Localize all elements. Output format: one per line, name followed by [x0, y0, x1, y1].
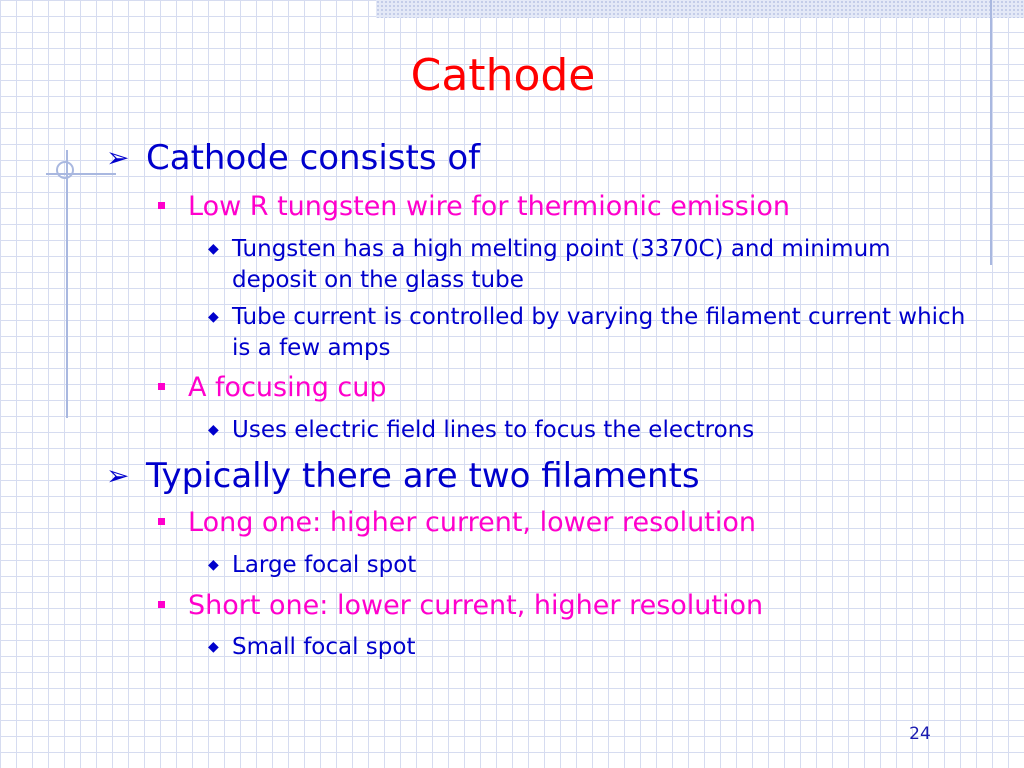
square-bullet-icon	[158, 383, 165, 390]
bullet-text: Large focal spot	[232, 552, 417, 578]
diamond-bullet-icon: ◆	[208, 422, 219, 438]
top-decorative-band	[376, 0, 1024, 18]
diamond-bullet-icon: ◆	[208, 309, 219, 325]
bullet-text: Long one: higher current, lower resolution	[188, 507, 757, 538]
right-decorative-line	[990, 0, 992, 265]
diamond-bullet-icon: ◆	[208, 241, 219, 257]
decorative-ring-icon	[56, 161, 74, 179]
square-bullet-icon	[158, 601, 165, 608]
page-number: 24	[909, 724, 931, 744]
slide-title: Cathode	[410, 50, 596, 101]
arrow-bullet-icon: ➢	[106, 459, 130, 492]
bullet-level3	[208, 632, 972, 663]
bullet-level2	[188, 590, 763, 622]
diamond-bullet-icon: ◆	[208, 557, 219, 573]
bullet-text: Tube current is controlled by varying the filament current which is a few amps	[232, 304, 966, 361]
bullet-level3	[208, 302, 972, 364]
arrow-bullet-icon: ➢	[106, 141, 130, 174]
bullet-level3	[208, 234, 972, 296]
bullet-text: Short one: lower current, higher resolution	[188, 590, 764, 621]
bullet-level2	[188, 372, 387, 404]
bullet-level1	[106, 456, 700, 496]
bullet-level2	[188, 191, 790, 223]
bullet-text: Typically there are two filaments	[146, 456, 700, 496]
square-bullet-icon	[158, 202, 165, 209]
bullet-level1	[106, 138, 481, 178]
diamond-bullet-icon: ◆	[208, 639, 219, 655]
bullet-level3	[208, 550, 972, 581]
bullet-level2	[188, 507, 756, 539]
bullet-text: Small focal spot	[232, 634, 416, 660]
left-decorative-line	[66, 150, 68, 418]
bullet-text: A focusing cup	[188, 372, 387, 403]
bullet-text: Uses electric field lines to focus the electrons	[232, 417, 755, 443]
bullet-text: Low R tungsten wire for thermionic emission	[188, 191, 790, 222]
bullet-text: Cathode consists of	[146, 138, 481, 178]
square-bullet-icon	[158, 518, 165, 525]
bullet-level3	[208, 415, 972, 446]
bullet-text: Tungsten has a high melting point (3370C) and minimum deposit on the glass tube	[232, 236, 891, 293]
